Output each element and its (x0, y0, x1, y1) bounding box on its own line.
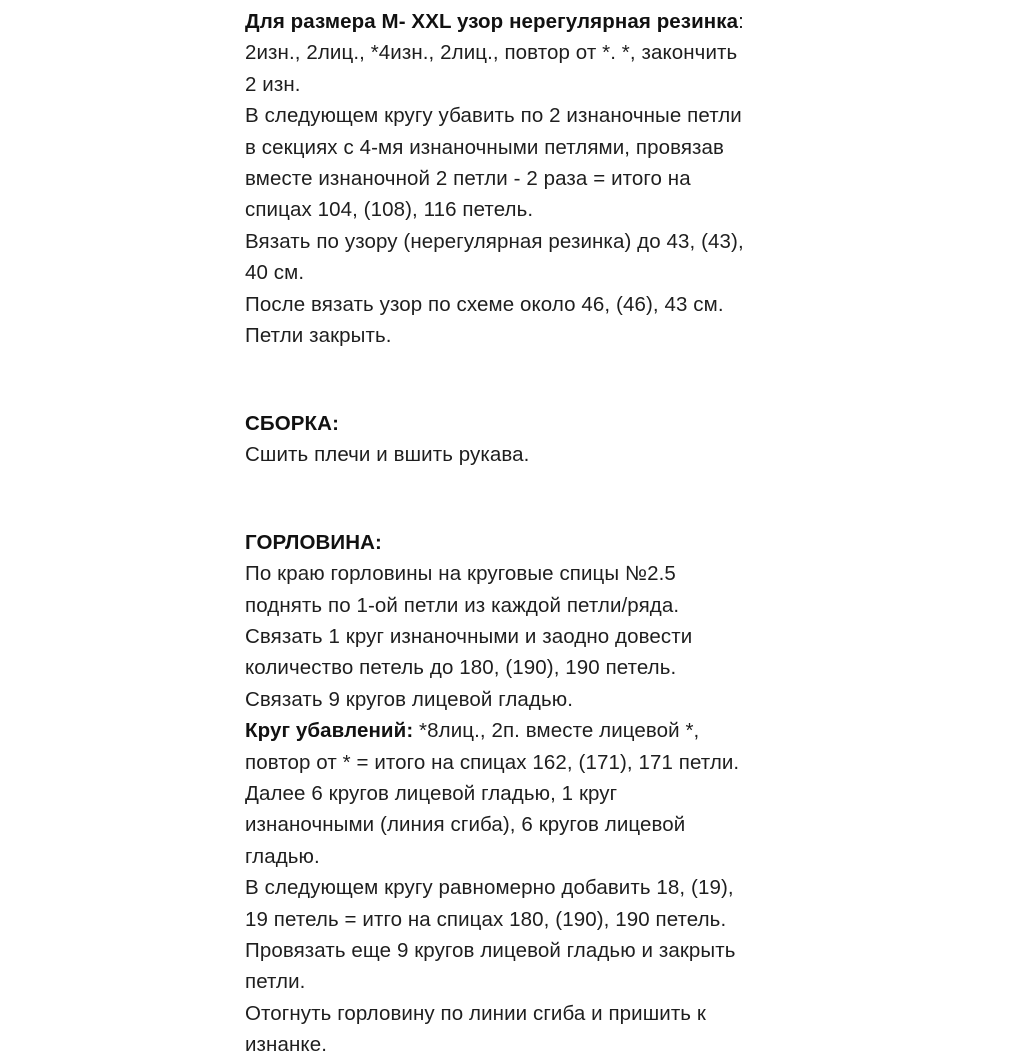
neck-line: В следующем кругу равномерно добавить 18, (19), (245, 876, 734, 900)
neck-line: Провязать еще 9 кругов лицевой гладью и закрыть (245, 938, 736, 962)
neck-line: 19 петель = итго на спицах 180, (190), 190 петель. (245, 907, 727, 931)
decrease-round-label: Круг убавлений: (245, 719, 414, 743)
decrease-round-line (245, 715, 805, 746)
neck-line: Связать 9 кругов лицевой гладью. (245, 687, 574, 711)
rib-line: 40 см. (245, 261, 305, 285)
neck-line: Далее 6 кругов лицевой гладью, 1 круг (245, 781, 618, 805)
rib-line: В следующем кругу убавить по 2 изнаночные петли (245, 104, 742, 128)
neck-line: петли. (245, 970, 306, 994)
neck-line: изнаночными (линия сгиба), 6 кругов лицевой (245, 813, 686, 837)
section-spacer (245, 351, 805, 382)
assembly-line: Сшить плечи и вшить рукава. (245, 443, 530, 467)
neck-line: поднять по 1-ой петли из каждой петли/ряда. (245, 593, 680, 617)
neck-heading: ГОРЛОВИНА: (245, 530, 382, 554)
section-spacer (245, 383, 805, 408)
rib-line: 2изн., 2лиц., *4изн., 2лиц., повтор от *. *, закончить (245, 41, 738, 65)
neck-line: По краю горловины на круговые спицы №2.5 (245, 562, 676, 586)
neck-line: количество петель до 180, (190), 190 петель. (245, 656, 677, 680)
rib-heading-colon: : (738, 10, 744, 33)
assembly-heading: СБОРКА: (245, 411, 340, 435)
knitting-instructions (245, 6, 805, 1061)
rib-line: Вязать по узору (нерегулярная резинка) до 43, (43), (245, 229, 744, 253)
section-spacer (245, 502, 805, 527)
neck-line: Связать 1 круг изнаночными и заодно довести (245, 625, 693, 649)
rib-line: спицах 104, (108), 116 петель. (245, 198, 534, 222)
rib-line: После вязать узор по схеме около 46, (46), 43 см. (245, 292, 724, 316)
rib-line: Петли закрыть. (245, 323, 392, 347)
decrease-round-text: *8лиц., 2п. вместе лицевой *, (413, 719, 700, 743)
rib-heading-bold: Для размера M- XXL узор нерегулярная резинка (245, 10, 739, 33)
rib-line: вместе изнаночной 2 петли - 2 раза = итого на (245, 166, 691, 190)
section-spacer (245, 470, 805, 501)
neck-line: повтор от * = итого на спицах 162, (171), 171 петли. (245, 750, 740, 774)
rib-heading (245, 6, 805, 37)
rib-line: 2 изн. (245, 72, 301, 96)
neck-line: изнанке. (245, 1033, 327, 1057)
neck-line: Отогнуть горловину по линии сгиба и пришить к (245, 1001, 706, 1025)
rib-line: в секциях с 4-мя изнаночными петлями, провязав (245, 135, 725, 159)
neck-line: гладью. (245, 844, 320, 868)
